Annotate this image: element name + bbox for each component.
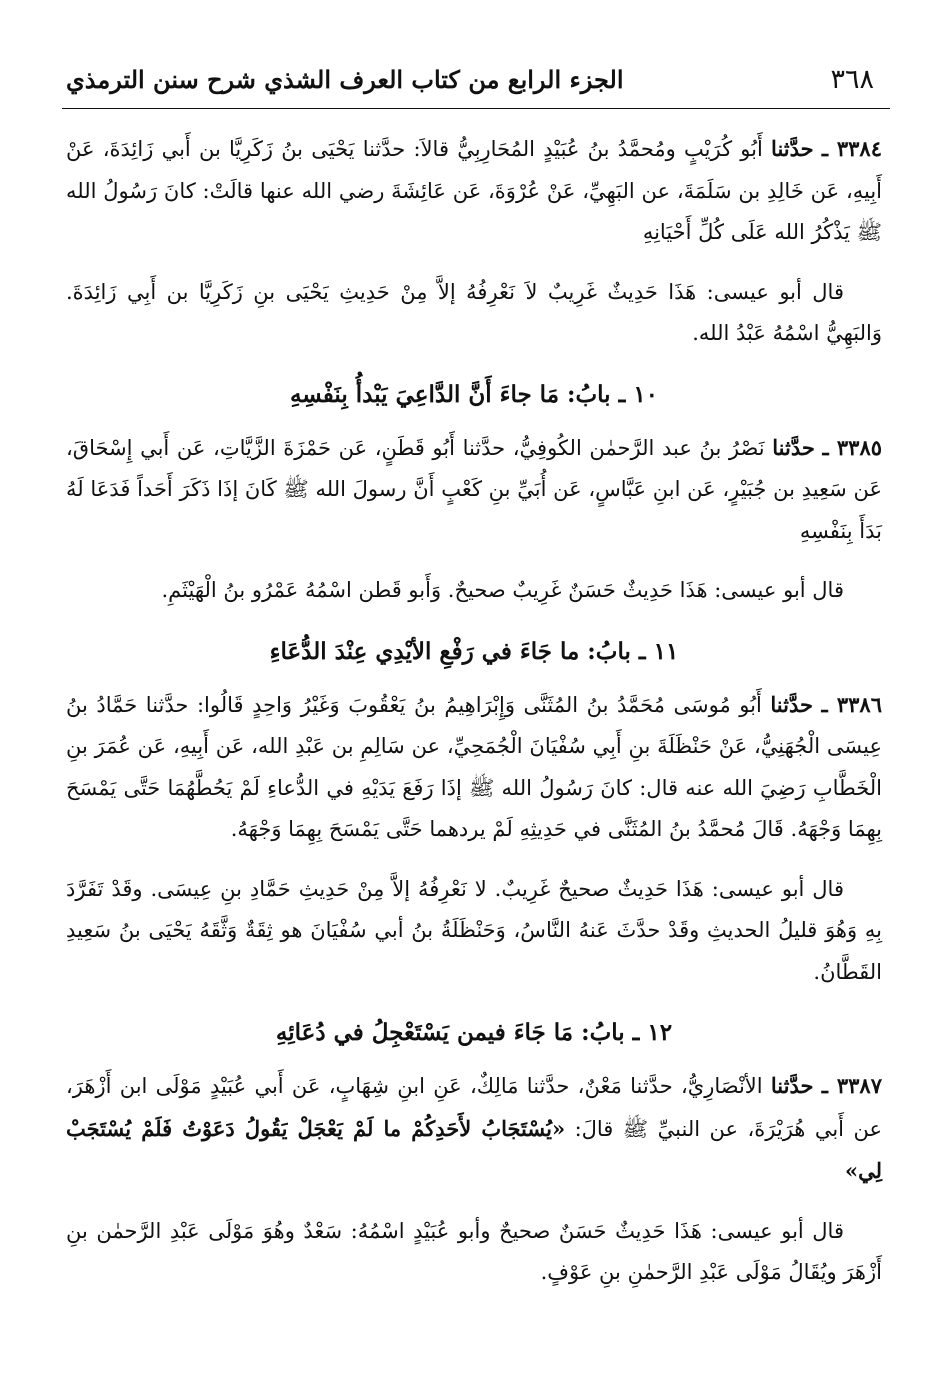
- running-title: الجزء الرابع من كتاب العرف الشذي شرح سنن الترمذي: [66, 65, 624, 94]
- chapter-heading-10: ١٠ ـ بابُ: مَا جاءَ أَنَّ الدَّاعِيَ يَبْدأُ بِنَفْسِهِ: [289, 380, 659, 408]
- hadith-3385: [66, 427, 882, 553]
- commentary-3386: قال أبو عيسى: هَذَا حَدِيثٌ صحيحٌ غَرِيبٌ. لا نَعْرِفُهُ إلاَّ مِنْ حَدِيثِ حَمَّادِ بنِ عِيسَى. وقَدْ تَفَرَّدَ بِهِ وَهُوَ قليلُ الحديثِ وقَدْ حدَّثَ عَنهُ النَّاسُ، وَحَنْظَلَةُ بنُ أبي سُفْيَانَ هو ثِقَةٌ وَثَّقَهُ يَحْيَى بنُ سَعِيدِ القَطَّانُ.: [66, 876, 882, 984]
- hadith-number: ٣٣٨٧ ـ: [821, 1073, 882, 1098]
- hadith-3387: [66, 1065, 882, 1193]
- chapter-heading-11: ١١ ـ بابُ: ما جَاءَ في رَفْعِ الأيْدِي عِنْدَ الدُّعَاءِ: [269, 637, 679, 665]
- hadith-3384: [66, 128, 882, 254]
- haddathana-word: حدَّثنا: [772, 434, 815, 460]
- page-header: [62, 62, 890, 109]
- hadith-3386: [66, 684, 882, 851]
- hadith-number: ٣٣٨٥ ـ: [822, 434, 883, 460]
- hadith-text: نَصْرُ بنُ عبد الرَّحمٰن الكُوفِيُّ، حدَّثنا أَبُو قَطَنٍ، عَن حَمْزَةَ الزَّيَّاتِ، عَن أَبي إِسْحَاقَ، عَن سَعِيدِ بن جُبَيْرٍ، عَن ابنِ عَبَّاسٍ، عَن أُبَيِّ بنِ كَعْبٍ أَنَّ رسولَ الله ﷺ كَانَ إذَا ذَكَرَ أَحَداً فَدَعَا لَهُ بَدَأَ بِنَفْسِهِ: [66, 435, 882, 543]
- commentary-3384: قال أبو عيسى: هَذَا حَدِيثٌ غَرِيبٌ لاَ نَعْرِفُهُ إلاَّ مِنْ حَدِيثِ يَحْيَى بنِ زَكَرِيَّا بن أَبِي زَائِدَةَ. وَالبَهِيُّ اسْمُهُ عَبْدُ الله.: [66, 279, 882, 345]
- hadith-number: ٣٣٨٦ ـ: [821, 691, 882, 717]
- hadith-text: أَبُو كُرَيْبٍ ومُحمَّدُ بنُ عُبَيْدٍ المُحَارِبِيُّ قالاَ: حدَّثنا يَحْيَى بنُ زَكَرِيَّا بن أَبي زَائِدَةَ، عَنْ أَبِيهِ، عَن خَالِدِ بن سَلَمَةَ، عن البَهِيِّ، عَنْ عُرْوَةَ، عَن عَائِشَةَ رضي الله عنها قالَتْ: كانَ رَسُولُ الله ﷺ يَذْكُرُ الله عَلَى كُلِّ أَحْيَانِهِ: [66, 137, 882, 244]
- page-number: ٣٦٨: [830, 64, 874, 95]
- haddathana-word: حدَّثنا: [771, 136, 814, 161]
- haddathana-word: حدَّثنا: [770, 1073, 814, 1098]
- hadith-number: ٣٣٨٤ ـ: [821, 136, 882, 161]
- hadith-text: الأنْصَارِيُّ، حدَّثنا مَعْنٌ، حدَّثنا مَالِكٌ، عَنِ ابنِ شِهَابٍ، عَن أَبي عُبَيْدٍ مَوْلَى ابن أَزْهَرَ، عن أَبي هُرَيْرَةَ، عن النبيِّ ﷺ قالَ:: [66, 1074, 882, 1141]
- chapter-heading-12: ١٢ ـ بابُ: مَا جَاءَ فيمن يَسْتَعْجِلُ في دُعَائِهِ: [275, 1019, 673, 1046]
- commentary-3387: قال أبو عيسى: هَذَا حَدِيثٌ حَسَنٌ صحيحٌ وأبو عُبَيْدٍ اسْمُهُ: سَعْدٌ وهُوَ مَوْلَى عَبْدِ الرَّحمٰن بنِ أَزْهَرَ ويُقَالُ مَوْلَى عَبْدِ الرَّحمٰنِ بنِ عَوْفٍ.: [66, 1218, 882, 1284]
- prophetic-quote: «يُسْتَجَابُ لأَحَدِكُمْ ما لَمْ يَعْجَلْ يَقُولُ دَعَوْتُ فَلَمْ يُسْتَجَبْ لِي»: [66, 1115, 882, 1183]
- page-content: [66, 128, 882, 1314]
- hadith-text: أَبُو مُوسَى مُحَمَّدُ بنُ المُثَنَّى وَإِبْرَاهِيمُ بنُ يَعْقُوبَ وَغَيْرُ وَاحِدٍ قَالُوا: حدَّثنا حَمَّادُ بنُ عِيسَى الْجُهَنِيُّ، عَنْ حَنْظَلَةَ بنِ أَبِي سُفْيَانَ الْجُمَحِيِّ، عن سَالِمِ بن عَبْدِ الله، عَن أَبِيهِ، عَن عُمَرَ بنِ الْخَطَّابِ رَضِيَ الله عنه قال: كانَ رَسُولُ الله ﷺ إذَا رَفَعَ يَدَيْهِ في الدُّعاءِ لَمْ يَحُطَّهُمَا حَتَّى يَمْسَحَ بِهِمَا وَجْهَهُ. قَالَ مُحمَّدُ بنُ المُثَنَّى في حَدِيثِهِ لَمْ يردهما حَتَّى يَمْسَحَ بِهِمَا وَجْهَهُ.: [66, 692, 882, 841]
- haddathana-word: حدَّثنا: [770, 691, 813, 717]
- commentary-3385: قال أبو عيسى: هَذَا حَدِيثٌ حَسَنٌ غَرِيبٌ صحيحٌ. وَأَبو قَطن اسْمُهُ عَمْرُو بنُ الْهَيْثَمِ.: [161, 578, 844, 602]
